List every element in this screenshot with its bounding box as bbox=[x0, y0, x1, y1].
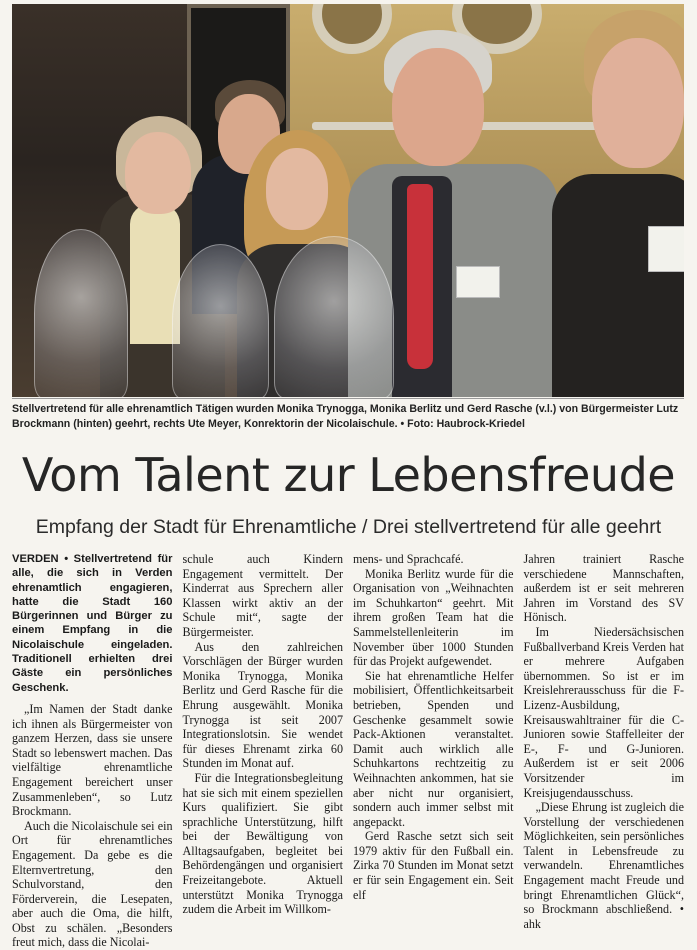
article-column-4 bbox=[523, 552, 685, 931]
photo-caption: Stellvertretend für alle ehrenamtlich Tätigen wurden Monika Trynogga, Monika Berlitz und Gerd Rasche (v.l.) von Bürgermeister Lutz Brockmann (hinten) geehrt, rechts Ute Meyer, Konrektorin der Nicolaischule. • Foto: Haubrock-Kriedel bbox=[12, 403, 679, 430]
article-lead: VERDEN • Stellvertretend für alle, die sich in Verden ehrenamtlich engagieren, hatte die Stadt 160 Bürgerinnen und Bürger zu einem Empfang in die Nicolaischule eingeladen. Traditionell erhielten drei Gäste ein persönliches Geschenk. bbox=[12, 553, 173, 694]
gift-basket bbox=[172, 244, 269, 397]
article-paragraph: Aus den zahlreichen Vorschlägen der Bürger wurden Monika Trynogga, Monika Berlitz und Gerd Rasche für die Ehrung ausgewählt. Monika Trynogga ist seit 2007 Integrationslotsin. Sie wendet für dieses Ehrenamt zirka 60 Stunden im Monat auf. bbox=[182, 639, 343, 771]
article-paragraph: Gerd Rasche setzt sich seit 1979 aktiv für den Fußball ein. Zirka 70 Stunden im Monat setzt er für sein Engagement ein. Seit elf bbox=[353, 829, 514, 902]
article-paragraph: „Diese Ehrung ist zugleich die Vorstellung der verschiedenen Möglichkeiten, sein persönliches Talent in Lebensfreude zu verwandeln. Ehrenamtliches Engagement macht Freude und bringt Ehrenamtlichen Glück“, so Brockmann abschließend. • ahk bbox=[523, 800, 684, 931]
article-column-2 bbox=[183, 552, 344, 922]
gift-basket bbox=[274, 236, 394, 397]
subheadline: Empfang der Stadt für Ehrenamtliche / Drei stellvertretend für alle geehrt bbox=[35, 516, 662, 538]
headline: Vom Talent zur Lebensfreude bbox=[21, 448, 676, 502]
article-body bbox=[12, 552, 684, 950]
article-column-1 bbox=[12, 552, 173, 950]
article-column-3 bbox=[353, 552, 514, 922]
article-photo bbox=[12, 4, 684, 397]
article-paragraph: Für die Integrationsbegleitung hat sie sich mit einem speziellen Kurs qualifiziert. Sie gibt sprachliche Unterstützung, hilft bei der Bewältigung von Alltagsaufgaben, begleitet bei Behördengängen und organisiert Freizeitangebote. Aktuell unterstützt Monika Trynogga zudem die Arbeit im Willkom- bbox=[182, 770, 343, 917]
caption-rule bbox=[12, 398, 684, 399]
gift-basket bbox=[34, 229, 128, 397]
article-paragraph: „Im Namen der Stadt danke ich ihnen als Bürgermeister von ganzem Herzen, dass sie unsere Stadt so lebenswert machen. Das vielfältige ehrenamtliche Engagement bereichert unser Zusammenleben“, so Lutz Brockmann. bbox=[12, 701, 173, 819]
article-paragraph: Sie hat ehrenamtliche Helfer mobilisiert, Öffentlichkeitsarbeit betrieben, Spenden und Geschenke gesammelt sowie Pack-Aktionen veranstaltet. Damit auch wirklich alle Schuhkartons rechtzeitig zu Weihnachten ankommen, hat sie aber nicht nur organisiert, sondern auch immer selbst mit angepackt. bbox=[353, 668, 514, 829]
article-paragraph: Im Niedersächsischen Fußballverband Kreis Verden hat er mehrere Aufgaben übernommen. So ist er im Kreislehrerausschuss für die F-Lizenz-Ausbildung, Kreisauswahltrainer für die C-Junioren sowie Staffelleiter der E-, F- und G-Junioren. Außerdem ist er seit 2006 Vorsitzender im Kreisjugendausschuss. bbox=[523, 624, 684, 800]
article-paragraph: schule auch Kindern Engagement vermittelt. Der Kinderrat aus Sprechern aller Klassen wirkt aktiv an der Schule mit“, sagte der Bürgermeister. bbox=[182, 552, 343, 639]
article-paragraph: mens- und Sprachcafé. bbox=[353, 552, 464, 566]
article-paragraph: Auch die Nicolaischule sei ein Ort für ehrenamtliches Engagement. Da gebe es die Elternvertretung, den Schulvorstand, den Förderverein, die Lesepaten, aber auch die Oma, die hilft, Obst zu schälen. „Besonders freut mich, dass die Nicolai- bbox=[12, 818, 173, 950]
article-paragraph: Jahren trainiert Rasche verschiedene Mannschaften, außerdem ist er seit mehreren Jahren im Vorstand des SV Hönisch. bbox=[523, 552, 684, 625]
article-paragraph: Monika Berlitz wurde für die Organisation von „Weihnachten im Schuhkarton“ geehrt. Mit ihrem großen Team hat die Sammelstellenleiterin im November über 1000 Stunden für das Projekt aufgewendet. bbox=[353, 566, 514, 669]
